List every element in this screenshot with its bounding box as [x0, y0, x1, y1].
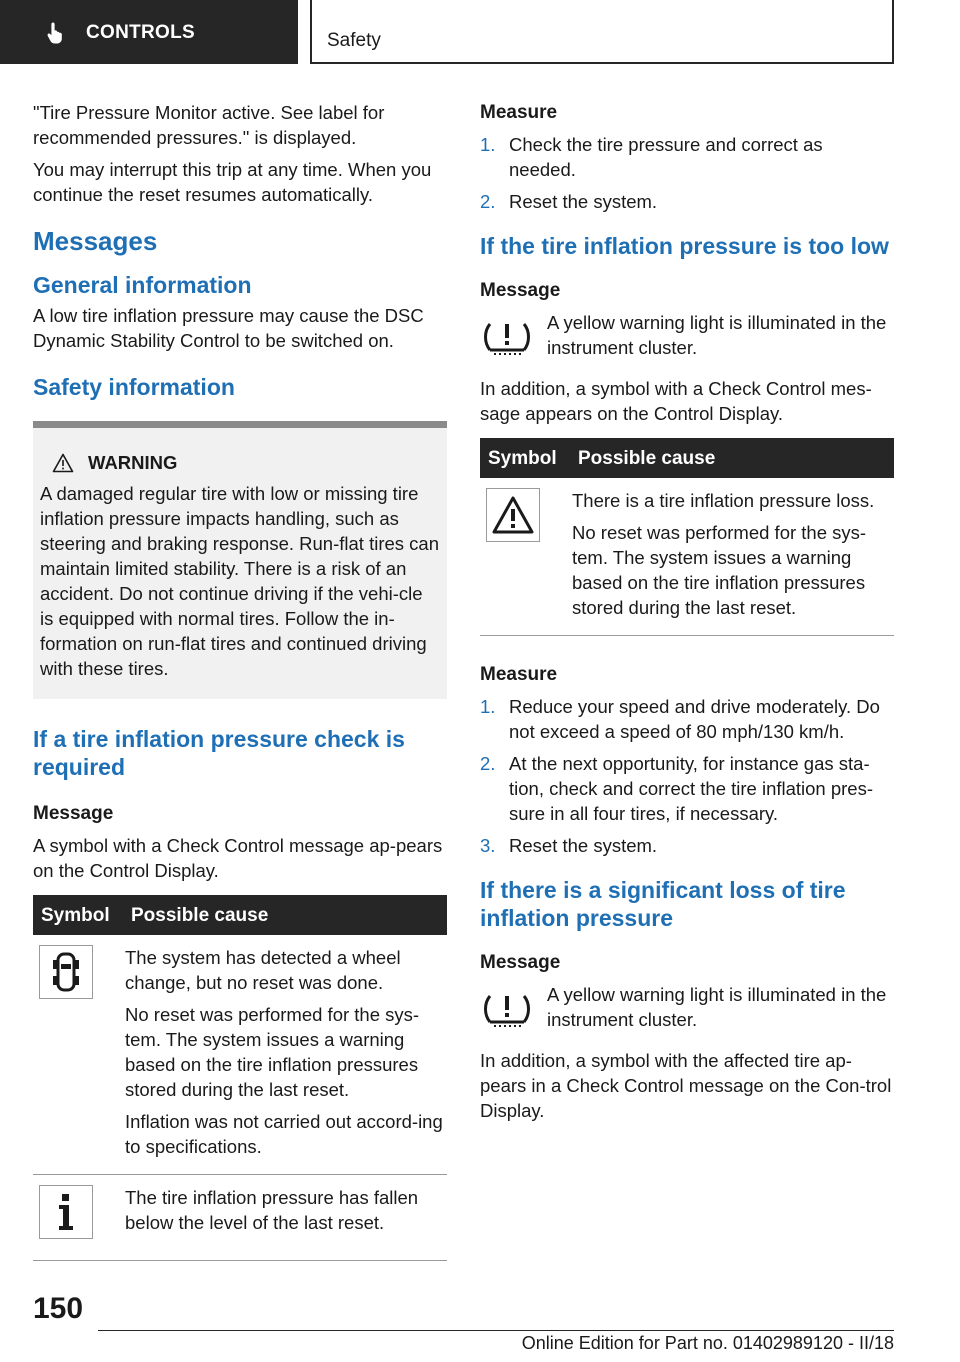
- page-number: 150: [33, 1292, 84, 1325]
- chapter-header: [310, 0, 894, 64]
- warning-light-row: [480, 982, 894, 1036]
- col-cause-header: Possible cause: [125, 895, 447, 935]
- cause-text: The system has detected a wheel change, but no reset was done.: [125, 947, 401, 993]
- cause-text: There is a tire inflation pressure loss.: [572, 490, 875, 511]
- paragraph: A symbol with a Check Control message ap‐pears on the Control Display.: [33, 835, 443, 881]
- warning-light-text: A yellow warning light is illuminated in the instrument cluster.: [547, 312, 887, 358]
- measure-steps: [480, 132, 894, 214]
- cause-text: The tire inflation pressure has fallen below the level of the last reset.: [125, 1187, 419, 1233]
- check-required-heading: If a tire inflation pressure check is required: [33, 726, 405, 780]
- list-item: 1. Reduce your speed and drive moderately. Do not exceed a speed of 80 mph/130 km/h.: [480, 696, 880, 742]
- message-label: Message: [480, 280, 561, 301]
- section-label: CONTROLS: [86, 21, 196, 43]
- table-row: [33, 1175, 447, 1261]
- symbol-table: [480, 438, 894, 636]
- table-row: [33, 935, 447, 1175]
- section-tab: [0, 0, 298, 64]
- list-item: 1. Check the tire pressure and correct as needed.: [480, 134, 823, 180]
- left-column: [33, 100, 447, 1261]
- measure-steps: [480, 694, 894, 858]
- cause-text: No reset was performed for the sys‐tem. The system issues a warning based on the tire inflation pressures stored during the last reset.: [125, 1004, 420, 1100]
- warning-box: [33, 421, 447, 699]
- messages-heading: Messages: [33, 226, 158, 256]
- measure-label: Measure: [480, 664, 558, 685]
- message-label: Message: [33, 803, 114, 824]
- symbol-table: [33, 895, 447, 1261]
- warning-light-text: A yellow warning light is illuminated in the instrument cluster.: [547, 984, 887, 1030]
- safety-info-heading: Safety information: [33, 374, 235, 400]
- measure-label: Measure: [480, 102, 558, 123]
- tire-pressure-warning-icon: [480, 982, 534, 1036]
- warning-triangle-icon: [52, 453, 74, 473]
- car-wheel-change-icon: [39, 945, 93, 999]
- too-low-heading: If the tire inflation pressure is too low: [480, 233, 889, 259]
- paragraph: In addition, a symbol with the affected tire ap‐pears in a Check Control message on the Con‐trol Display.: [480, 1050, 892, 1121]
- paragraph: A low tire inflation pressure may cause the DSC Dynamic Stability Control to be switched on.: [33, 305, 424, 351]
- paragraph: "Tire Pressure Monitor active. See label for recommended pressures." is displayed.: [33, 102, 385, 148]
- paragraph: In addition, a symbol with a Check Control mes‐sage appears on the Control Display.: [480, 378, 872, 424]
- col-symbol-header: Symbol: [33, 895, 125, 935]
- warning-light-row: [480, 310, 894, 364]
- tire-pressure-warning-icon: [480, 310, 534, 364]
- info-icon: [39, 1185, 93, 1239]
- warning-title: WARNING: [88, 452, 178, 473]
- cause-text: No reset was performed for the sys‐tem. The system issues a warning based on the tire inflation pressures stored during the last reset.: [572, 522, 867, 618]
- warning-text: A damaged regular tire with low or missing tire inflation pressure impacts handling, such as steering and braking response. Run-flat tires can maintain limited stability. There is a risk of an accident. Do not continue driving if the vehi‐cle is equipped with normal tires. Follow the in‐formation on run-flat tires and continued driving with these tires.: [40, 483, 439, 679]
- right-column: [480, 100, 894, 1130]
- message-label: Message: [480, 952, 561, 973]
- general-info-heading: General information: [33, 272, 252, 298]
- list-item: 2. Reset the system.: [480, 191, 658, 212]
- cause-text: Inflation was not carried out accord‐ing to specifications.: [125, 1111, 443, 1157]
- warning-header: [40, 450, 439, 475]
- table-row: [480, 478, 894, 636]
- chapter-label: Safety: [327, 30, 381, 51]
- list-item: 2. At the next opportunity, for instance gas sta‐tion, check and correct the tire inflation pres‐sure in all four tires, if necessary.: [480, 753, 874, 824]
- warning-triangle-icon: [486, 488, 540, 542]
- col-cause-header: Possible cause: [572, 438, 894, 478]
- list-item: 3. Reset the system.: [480, 835, 658, 856]
- paragraph: You may interrupt this trip at any time. When you continue the reset resumes automatically.: [33, 159, 432, 205]
- significant-loss-heading: If there is a significant loss of tire inflation pressure: [480, 877, 846, 931]
- hand-pointer-icon: [44, 20, 68, 44]
- edition-text: Online Edition for Part no. 01402989120 - II/18: [521, 1333, 894, 1353]
- col-symbol-header: Symbol: [480, 438, 572, 478]
